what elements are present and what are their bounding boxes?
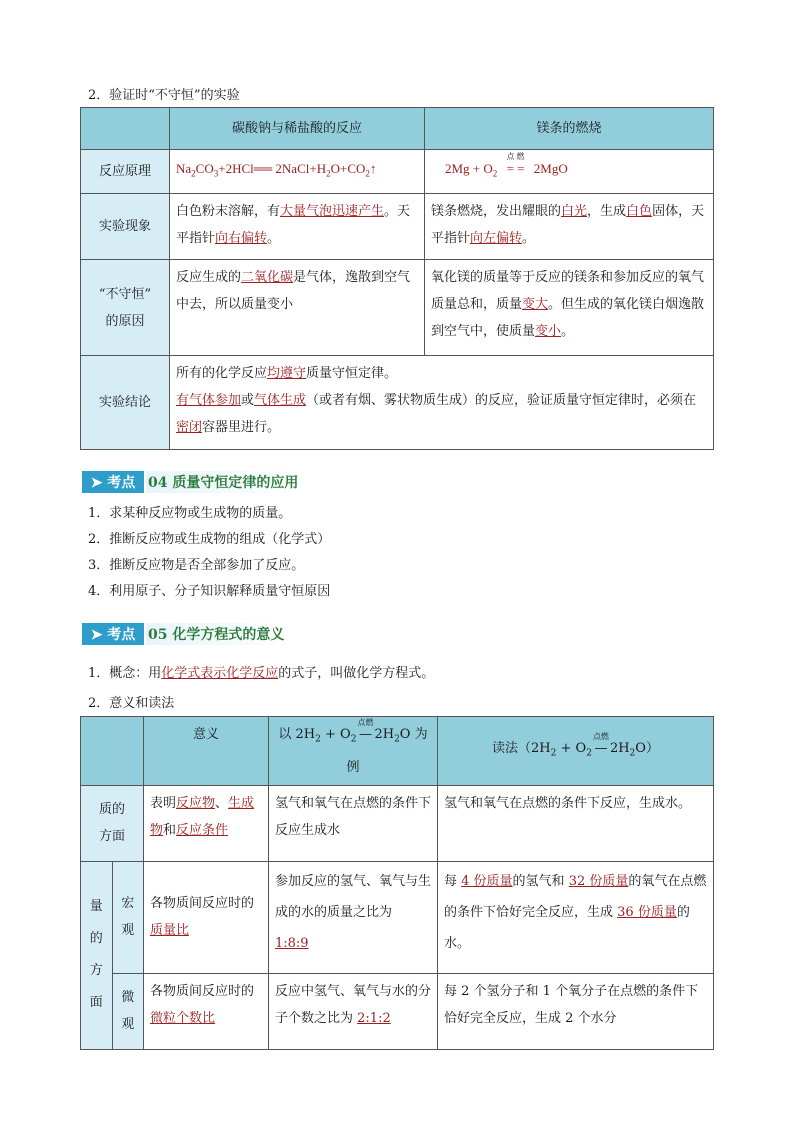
reason-magnesium: 氧化镁的质量等于反应的镁条和参加反应的氧气质量总和，质量变大。但生成的氧化镁白烟逸散到空气中，使质量变小。 xyxy=(425,260,714,356)
header-reading: 读法（$2H_2 + O_2$ 点燃 — $2H_2O$） xyxy=(438,717,714,786)
section-title-unconserved: 2．验证时“不守恒”的实验 xyxy=(88,88,240,103)
label-reason: “不守恒” 的原因 xyxy=(81,260,170,356)
list-item: 2．推断反应物或生成物的组成（化学式） xyxy=(88,532,331,547)
eq-sodium-carbonate: $Na_2CO_3+2HCl══$ $2NaCl+H_2O+CO_2↑$ xyxy=(170,150,425,194)
kaodian-04-heading xyxy=(82,471,306,493)
list-item: 4．利用原子、分子知识解释质量守恒原因 xyxy=(88,584,331,599)
table2-corner xyxy=(81,717,144,786)
application-list xyxy=(88,501,330,605)
phenomenon-magnesium: 镁条燃烧，发出耀眼的白光，生成白色固体，天平指针向左偏转。 xyxy=(425,194,714,260)
macro-reading: 每 4 份质量的氢气和 32 份质量的氧气在点燃的条件下恰好完全反应，生成 36 份质量的水。 xyxy=(438,861,714,973)
label-phenomenon: 实验现象 xyxy=(81,194,170,260)
micro-example: 反应中氢气、氧气与水的分子个数之比为 2:1:2 xyxy=(269,973,438,1049)
kaodian-05-title: 05 化学方程式的意义 xyxy=(146,623,292,645)
header-magnesium: 镁条的燃烧 xyxy=(425,108,714,150)
kaodian-04-tag: ➤ 考点 xyxy=(82,471,144,493)
equation-meaning-table xyxy=(80,716,714,1050)
meaning-title: 2．意义和读法 xyxy=(88,696,175,711)
reason-sodium-carbonate: 反应生成的二氧化碳是气体，逸散到空气中去，所以质量变小 xyxy=(170,260,425,356)
label-micro: 微 观 xyxy=(112,973,144,1049)
concept-line: 1．概念：用化学式表示化学反应的式子，叫做化学方程式。 xyxy=(88,666,435,681)
list-item: 3．推断反应物是否全部参加了反应。 xyxy=(88,558,305,573)
macro-meaning: 各物质间反应时的质量比 xyxy=(144,861,269,973)
kaodian-04-title: 04 质量守恒定律的应用 xyxy=(146,471,306,493)
macro-example: 参加反应的氢气、氧气与生成的水的质量之比为 1:8:9 xyxy=(269,861,438,973)
qual-example: 氢气和氧气在点燃的条件下反应生成水 xyxy=(269,785,438,861)
phenomenon-sodium-carbonate: 白色粉末溶解，有大量气泡迅速产生。天平指针向右偏转。 xyxy=(170,194,425,260)
header-meaning: 意义 xyxy=(144,717,269,786)
micro-reading: 每 2 个氢分子和 1 个氧分子在点燃的条件下恰好完全反应，生成 2 个水分 xyxy=(438,973,714,1049)
kaodian-05-heading xyxy=(82,623,292,645)
label-macro: 宏 观 xyxy=(112,861,144,973)
label-conclusion: 实验结论 xyxy=(81,356,170,450)
micro-meaning: 各物质间反应时的微粒个数比 xyxy=(144,973,269,1049)
unconserved-experiment-table xyxy=(80,107,714,450)
eq-magnesium: $2Mg + O_2$ 点 燃 = = 2MgO xyxy=(425,150,714,194)
label-qualitative: 质的 方面 xyxy=(81,785,144,861)
table1-corner xyxy=(81,108,170,150)
label-quantitative: 量 的 方 面 xyxy=(81,861,113,1049)
conclusion-text: 所有的化学反应均遵守质量守恒定律。 有气体参加或气体生成（或者有烟、雾状物质生成）的反应，验证质量守恒定律时，必须在密闭容器里进行。 xyxy=(170,356,714,450)
list-item: 1．求某种反应物或生成物的质量。 xyxy=(88,506,292,521)
qual-reading: 氢气和氧气在点燃的条件下反应，生成水。 xyxy=(438,785,714,861)
header-example: 以 $2H_2 + O_2$ 点燃 — $2H_2O$ 为例 xyxy=(269,717,438,786)
label-principle: 反应原理 xyxy=(81,150,170,194)
header-sodium-carbonate: 碳酸钠与稀盐酸的反应 xyxy=(170,108,425,150)
qual-meaning: 表明反应物、生成物和反应条件 xyxy=(144,785,269,861)
kaodian-05-tag: ➤ 考点 xyxy=(82,623,144,645)
